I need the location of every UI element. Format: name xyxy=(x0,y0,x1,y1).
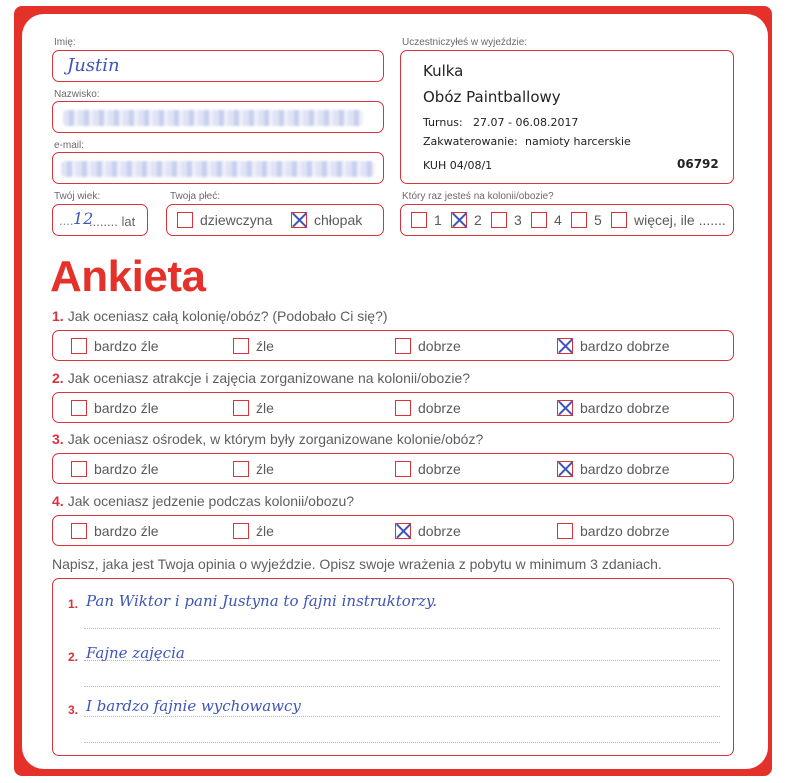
question-3-num: 3. xyxy=(52,431,64,447)
rating-checkbox-dobrze[interactable] xyxy=(395,338,411,354)
rating-label-dobrze: dobrze xyxy=(418,337,461,354)
question-3 xyxy=(52,431,483,447)
times-checkbox-1[interactable] xyxy=(411,212,427,228)
times-label-3: 3 xyxy=(514,212,522,228)
times-label-2: 2 xyxy=(474,212,482,228)
rating-option-dobrze[interactable] xyxy=(395,516,461,545)
opinion-line-3-text: I bardzo fajnie wychowawcy xyxy=(86,697,301,715)
rating-label-bardzo-dobrze: bardzo dobrze xyxy=(580,337,670,354)
rating-checkbox-zle[interactable] xyxy=(233,400,249,416)
rating-checkbox-bardzo-dobrze[interactable] xyxy=(557,400,573,416)
rating-option-zle[interactable] xyxy=(233,454,274,483)
rating-label-dobrze: dobrze xyxy=(418,522,461,539)
rating-label-bardzo-zle: bardzo źle xyxy=(94,460,159,477)
rating-label-bardzo-zle: bardzo źle xyxy=(94,337,159,354)
opinion-line xyxy=(84,716,720,717)
rating-label-bardzo-dobrze: bardzo dobrze xyxy=(580,399,670,416)
times-option-4[interactable] xyxy=(531,205,562,235)
gender-option-chlopak[interactable] xyxy=(291,205,362,235)
opinion-line xyxy=(84,686,720,687)
rating-checkbox-bardzo-dobrze[interactable] xyxy=(557,461,573,477)
rating-label-zle: źle xyxy=(256,399,274,416)
times-label-5: 5 xyxy=(594,212,602,228)
question-1-num: 1. xyxy=(52,308,64,324)
label-email: e-mail: xyxy=(54,140,85,151)
turnus-label: Turnus: xyxy=(423,116,463,129)
question-4-text: Jak oceniasz jedzenie podczas kolonii/obozu? xyxy=(67,493,355,509)
times-checkbox-5[interactable] xyxy=(571,212,587,228)
rating-checkbox-bardzo-dobrze[interactable] xyxy=(557,338,573,354)
question-2-num: 2. xyxy=(52,370,64,386)
times-option-more[interactable] xyxy=(611,205,726,235)
opinion-line xyxy=(84,742,720,743)
rating-checkbox-bardzo-zle[interactable] xyxy=(71,400,87,416)
opinion-line-2-text: Fajne zajęcia xyxy=(86,644,185,662)
redacted-surname xyxy=(63,110,363,126)
opinion-line-2-num: 2. xyxy=(68,650,79,664)
rating-option-bardzo-zle[interactable] xyxy=(71,454,159,483)
question-4 xyxy=(52,493,354,509)
age-suffix: ........ lat xyxy=(89,214,136,229)
question-1-text: Jak oceniasz całą kolonię/obóz? (Podobało Ci się?) xyxy=(67,308,388,324)
rating-label-zle: źle xyxy=(256,522,274,539)
trip-number: 06792 xyxy=(677,157,719,171)
gender-option-dziewczyna[interactable] xyxy=(177,205,272,235)
opinion-line-1-num: 1. xyxy=(68,597,79,611)
rating-option-dobrze[interactable] xyxy=(395,454,461,483)
times-option-1[interactable] xyxy=(411,205,442,235)
age-prefix: .... xyxy=(59,213,74,228)
rating-option-bardzo-dobrze[interactable] xyxy=(557,393,670,422)
question-3-text: Jak oceniasz ośrodek, w którym były zorganizowane kolonie/obóz? xyxy=(67,431,484,447)
opinion-prompt: Napisz, jaka jest Twoja opinia o wyjeździe. Opisz swoje wrażenia z pobytu w minimum 3 zdaniach. xyxy=(52,556,662,572)
trip-code: KUH 04/08/1 xyxy=(423,159,493,172)
gender-field xyxy=(166,204,384,236)
times-label-more: więcej, ile ....... xyxy=(634,212,726,228)
label-plec: Twoja płeć: xyxy=(170,191,221,202)
rating-row-1 xyxy=(52,330,734,361)
rating-option-bardzo-dobrze[interactable] xyxy=(557,454,670,483)
times-label-1: 1 xyxy=(434,212,442,228)
question-2 xyxy=(52,370,470,386)
rating-label-zle: źle xyxy=(256,337,274,354)
times-label-4: 4 xyxy=(554,212,562,228)
accommodation-value: namioty harcerskie xyxy=(525,135,631,148)
times-checkbox-3[interactable] xyxy=(491,212,507,228)
redacted-email xyxy=(61,161,375,177)
question-4-num: 4. xyxy=(52,493,64,509)
rating-option-bardzo-zle[interactable] xyxy=(71,331,159,360)
opinion-line-3-num: 3. xyxy=(68,703,79,717)
rating-checkbox-dobrze[interactable] xyxy=(395,461,411,477)
trip-camp: Obóz Paintballowy xyxy=(423,88,561,106)
times-checkbox-4[interactable] xyxy=(531,212,547,228)
rating-option-zle[interactable] xyxy=(233,331,274,360)
label-nazwisko: Nazwisko: xyxy=(54,89,100,100)
rating-option-bardzo-zle[interactable] xyxy=(71,516,159,545)
gender-label-dziewczyna: dziewczyna xyxy=(200,212,273,228)
times-checkbox-2[interactable] xyxy=(451,212,467,228)
rating-checkbox-bardzo-zle[interactable] xyxy=(71,523,87,539)
question-2-text: Jak oceniasz atrakcje i zajęcia zorganizowane na kolonii/obozie? xyxy=(67,370,471,386)
rating-row-2 xyxy=(52,392,734,423)
label-uczestniczyles: Uczestniczyłeś w wyjeździe: xyxy=(402,37,528,48)
rating-checkbox-zle[interactable] xyxy=(233,523,249,539)
rating-label-bardzo-dobrze: bardzo dobrze xyxy=(580,522,670,539)
label-imie: Imię: xyxy=(54,37,76,48)
trip-info-box xyxy=(400,50,734,184)
turnus-value: 27.07 - 06.08.2017 xyxy=(473,116,579,129)
trip-name: Kulka xyxy=(423,62,464,80)
times-field xyxy=(400,204,734,236)
times-option-5[interactable] xyxy=(571,205,602,235)
rating-option-dobrze[interactable] xyxy=(395,331,461,360)
rating-checkbox-bardzo-dobrze[interactable] xyxy=(557,523,573,539)
opinion-line-1-text: Pan Wiktor i pani Justyna to fajni instruktorzy. xyxy=(86,592,438,610)
email-field[interactable] xyxy=(52,152,384,184)
nazwisko-field[interactable] xyxy=(52,101,384,133)
rating-option-dobrze[interactable] xyxy=(395,393,461,422)
gender-checkbox-chlopak[interactable] xyxy=(291,212,307,228)
times-option-2[interactable] xyxy=(451,205,482,235)
rating-checkbox-bardzo-zle[interactable] xyxy=(71,338,87,354)
rating-option-bardzo-zle[interactable] xyxy=(71,393,159,422)
rating-option-zle[interactable] xyxy=(233,516,274,545)
rating-label-zle: źle xyxy=(256,460,274,477)
rating-option-bardzo-dobrze[interactable] xyxy=(557,516,670,545)
question-1 xyxy=(52,308,388,324)
opinion-line xyxy=(84,628,720,629)
rating-row-3 xyxy=(52,453,734,484)
rating-checkbox-zle[interactable] xyxy=(233,461,249,477)
times-checkbox-more[interactable] xyxy=(611,212,627,228)
accommodation-label: Zakwaterowanie: xyxy=(423,135,518,148)
rating-row-4 xyxy=(52,515,734,546)
rating-checkbox-dobrze[interactable] xyxy=(395,400,411,416)
label-ktory-raz: Który raz jesteś na kolonii/obozie? xyxy=(402,191,554,202)
rating-checkbox-zle[interactable] xyxy=(233,338,249,354)
rating-label-dobrze: dobrze xyxy=(418,399,461,416)
rating-label-bardzo-dobrze: bardzo dobrze xyxy=(580,460,670,477)
rating-checkbox-dobrze[interactable] xyxy=(395,523,411,539)
times-option-3[interactable] xyxy=(491,205,522,235)
survey-title: Ankieta xyxy=(50,252,206,301)
gender-checkbox-dziewczyna[interactable] xyxy=(177,212,193,228)
label-wiek: Twój wiek: xyxy=(54,191,101,202)
imie-field[interactable] xyxy=(52,50,384,82)
rating-label-dobrze: dobrze xyxy=(418,460,461,477)
age-value: 12 xyxy=(73,209,94,228)
gender-label-chlopak: chłopak xyxy=(314,212,363,228)
imie-value: Justin xyxy=(67,55,120,76)
rating-option-zle[interactable] xyxy=(233,393,274,422)
rating-option-bardzo-dobrze[interactable] xyxy=(557,331,670,360)
rating-label-bardzo-zle: bardzo źle xyxy=(94,399,159,416)
rating-label-bardzo-zle: bardzo źle xyxy=(94,522,159,539)
rating-checkbox-bardzo-zle[interactable] xyxy=(71,461,87,477)
age-field[interactable] xyxy=(52,204,148,236)
